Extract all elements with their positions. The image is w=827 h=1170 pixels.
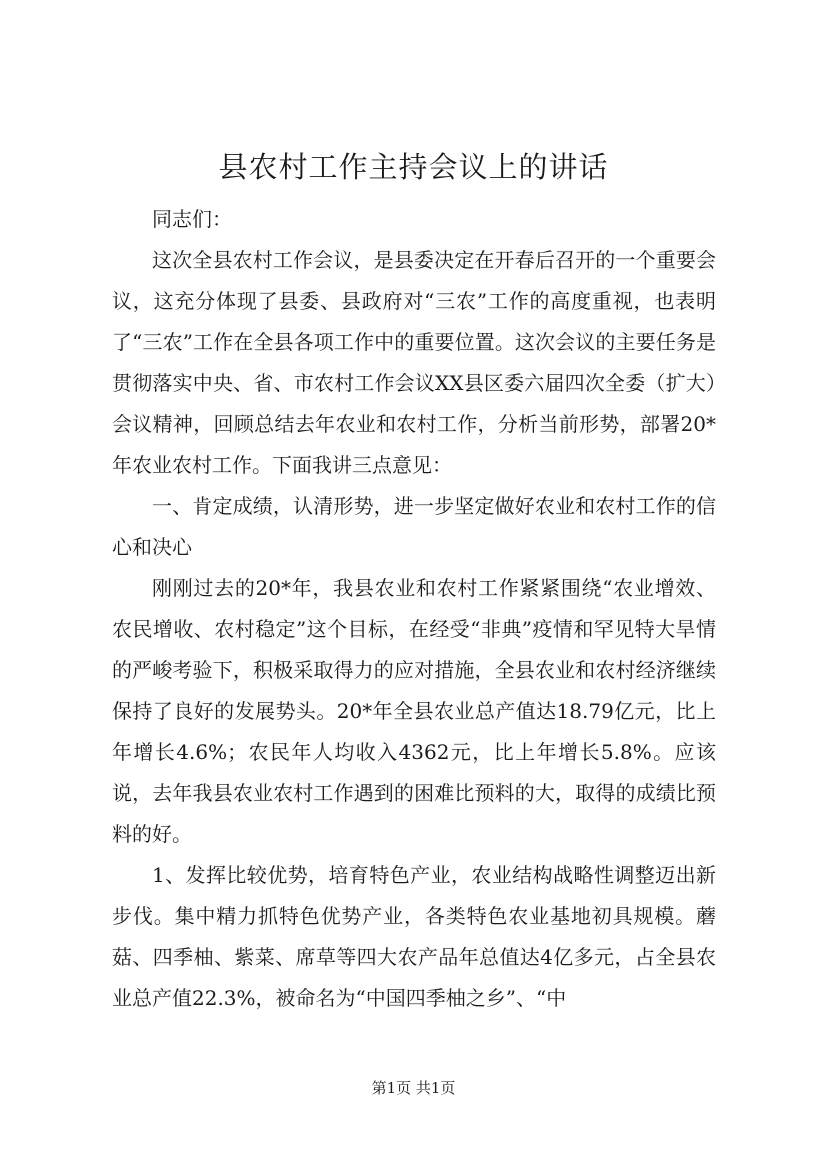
- paragraph: 刚刚过去的20*年，我县农业和农村工作紧紧围绕“农业增效、农民增收、农村稳定”这个目标，在经受“非典”疫情和罕见特大旱情的严峻考验下，积极采取得力的应对措施，全县农业和农村经济继续保持了良好的发展势头。20*年全县农业总产值达18.79亿元，比上年增长4.6%；农民年人均收入4362元，比上年增长5.8%。应该说，去年我县农业农村工作遇到的困难比预料的大，取得的成绩比预料的好。: [112, 576, 716, 846]
- document-body: [112, 199, 716, 1019]
- salutation: 同志们：: [152, 207, 232, 231]
- paragraph: 1、发挥比较优势，培育特色产业，农业结构战略性调整迈出新步伐。集中精力抓特色优势产业，各类特色农业基地初具规模。蘑菇、四季柚、紫菜、席草等四大农产品年总值达4亿多元，占全县农业总产值22.3%，被命名为“中国四季柚之乡”、“中: [112, 863, 716, 1010]
- paragraph: 这次全县农村工作会议，是县委决定在开春后召开的一个重要会议，这充分体现了县委、县政府对“三农”工作的高度重视，也表明了“三农”工作在全县各项工作中的重要位置。这次会议的主要任务是贯彻落实中央、省、市农村工作会议XX县区委六届四次全委（扩大）会议精神，回顾总结去年农业和农村工作，分析当前形势，部署20*年农业农村工作。下面我讲三点意见：: [112, 248, 716, 477]
- page-number: 第1页 共1页: [371, 1079, 456, 1097]
- section-heading: 一、肯定成绩，认清形势，进一步坚定做好农业和农村工作的信心和决心: [112, 494, 716, 559]
- document-title: 县农村工作主持会议上的讲话: [218, 150, 609, 184]
